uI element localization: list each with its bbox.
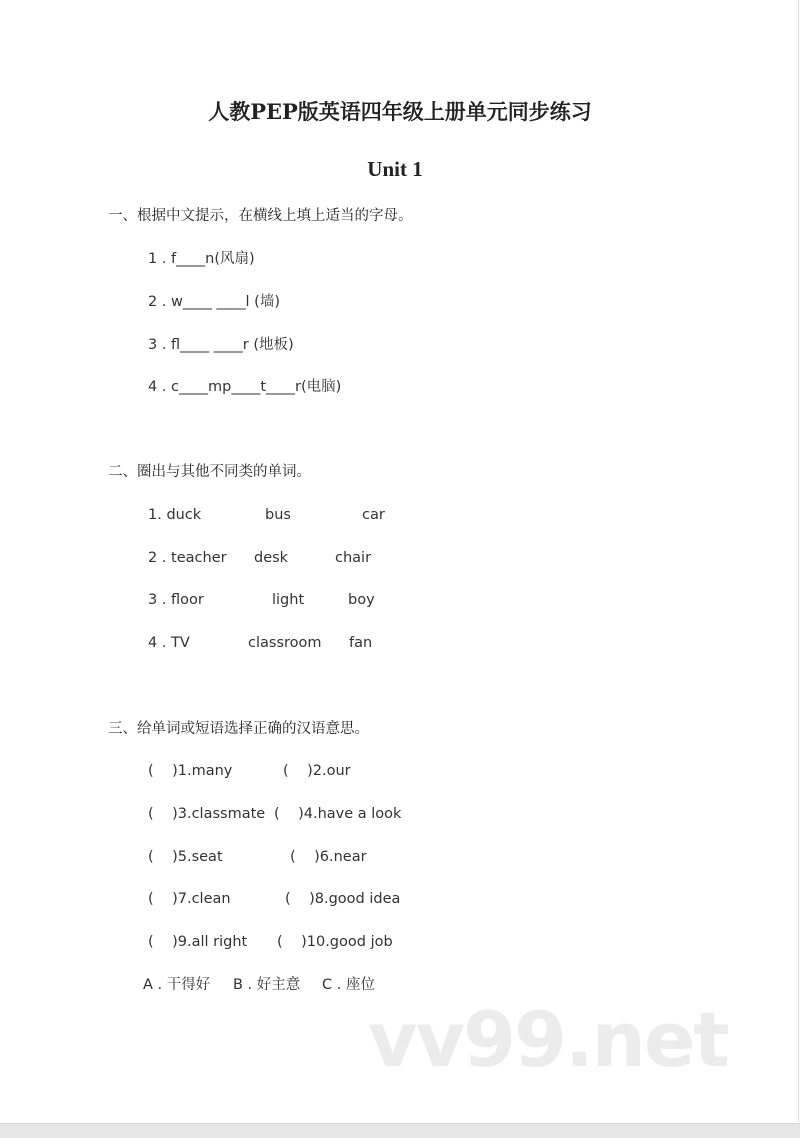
match-item: ( )6.near (290, 849, 367, 865)
word: 2 . teacher (148, 550, 227, 566)
word: classroom (248, 635, 322, 651)
word: bus (265, 507, 291, 523)
fill-item: 4 . c____mp____t____r(电脑) (148, 379, 342, 395)
match-item: ( )5.seat (148, 849, 223, 865)
word: chair (335, 550, 372, 566)
document-title: 人教PEP版英语四年级上册单元同步练习 (208, 99, 592, 124)
word: desk (254, 550, 289, 566)
word: 4 . TV (148, 635, 190, 651)
fill-item: 1 . f____n(风扇) (148, 251, 255, 267)
watermark: vv99.net (368, 995, 728, 1084)
match-item: ( )7.clean (148, 891, 231, 907)
word: car (362, 507, 385, 523)
word: 1. duck (148, 507, 202, 523)
page-bottom-edge (0, 1123, 800, 1138)
unit-heading: Unit 1 (367, 157, 423, 181)
option: B . 好主意 (233, 977, 301, 993)
word: fan (349, 635, 373, 651)
option: C . 座位 (322, 977, 375, 993)
word: boy (348, 592, 375, 608)
match-item: ( )9.all right (148, 934, 248, 950)
match-item: ( )3.classmate (148, 806, 266, 822)
section1-heading: 一、根据中文提示，在横线上填上适当的字母。 (108, 208, 413, 224)
fill-item: 3 . fl____ ____r (地板) (148, 337, 294, 353)
fill-item: 2 . w____ ____l (墙) (148, 294, 280, 310)
match-item: ( )4.have a look (274, 806, 402, 822)
match-item: ( )1.many (148, 763, 233, 779)
word: 3 . floor (148, 592, 204, 608)
section3-heading: 三、给单词或短语选择正确的汉语意思。 (108, 721, 369, 737)
word: light (272, 592, 305, 608)
section2-heading: 二、圈出与其他不同类的单词。 (108, 464, 311, 480)
option: A . 干得好 (143, 977, 211, 993)
match-item: ( )8.good idea (285, 891, 401, 907)
match-item: ( )2.our (283, 763, 351, 779)
match-item: ( )10.good job (277, 934, 393, 950)
